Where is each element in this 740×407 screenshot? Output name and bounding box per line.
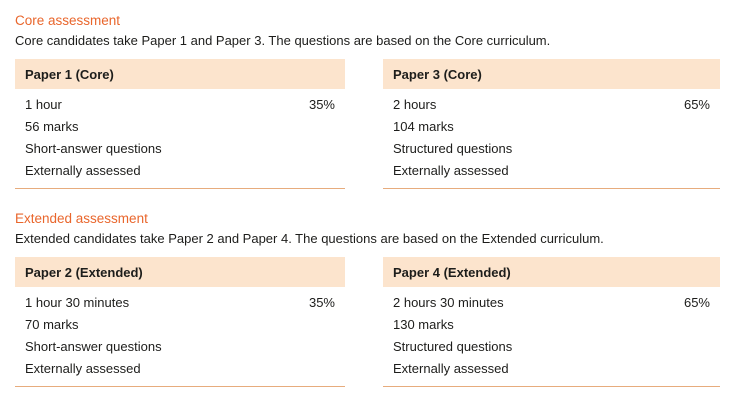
weighting-value: 35% [308, 295, 335, 310]
table-row [25, 160, 335, 182]
table-row [393, 116, 710, 138]
extended-tables-row [15, 257, 720, 387]
core-assessment-description: Core candidates take Paper 1 and Paper 3. The questions are based on the Core curriculum. [15, 33, 551, 48]
table-row [393, 358, 710, 380]
weighting-value: 35% [308, 97, 335, 112]
extended-assessment-heading: Extended assessment [15, 211, 148, 226]
paper-3-core-title: Paper 3 (Core) [383, 59, 720, 89]
paper-4-extended-body [383, 287, 720, 387]
table-row [25, 358, 335, 380]
extended-assessment-description: Extended candidates take Paper 2 and Paper 4. The questions are based on the Extended curriculum. [15, 231, 604, 246]
core-assessment-heading: Core assessment [15, 13, 121, 28]
table-row [393, 314, 710, 336]
duration-value: 1 hour [25, 97, 62, 112]
marks-value: 104 marks [393, 119, 454, 134]
duration-value: 2 hours [393, 97, 437, 112]
assessment-type-value: Externally assessed [25, 361, 141, 376]
question-type-value: Structured questions [393, 141, 513, 156]
question-type-value: Structured questions [393, 339, 513, 354]
marks-value: 70 marks [25, 317, 79, 332]
marks-value: 56 marks [25, 119, 79, 134]
core-tables-row [15, 59, 720, 189]
table-row [25, 138, 335, 160]
weighting-value: 65% [683, 97, 710, 112]
section-core-assessment [15, 13, 720, 189]
paper-4-extended-table [383, 257, 720, 387]
duration-value: 2 hours 30 minutes [393, 295, 504, 310]
weighting-value: 65% [683, 295, 710, 310]
assessment-type-value: Externally assessed [25, 163, 141, 178]
paper-2-extended-table [15, 257, 345, 387]
paper-3-core-table [383, 59, 720, 189]
question-type-value: Short-answer questions [25, 141, 162, 156]
paper-1-core-table [15, 59, 345, 189]
table-row [393, 138, 710, 160]
duration-value: 1 hour 30 minutes [25, 295, 130, 310]
table-row [393, 94, 710, 116]
paper-2-extended-body [15, 287, 345, 387]
assessment-type-value: Externally assessed [393, 163, 509, 178]
question-type-value: Short-answer questions [25, 339, 162, 354]
assessment-type-value: Externally assessed [393, 361, 509, 376]
table-row [25, 314, 335, 336]
paper-1-core-title: Paper 1 (Core) [15, 59, 345, 89]
section-extended-assessment [15, 211, 720, 387]
paper-4-extended-title: Paper 4 (Extended) [383, 257, 720, 287]
paper-2-extended-title: Paper 2 (Extended) [15, 257, 345, 287]
marks-value: 130 marks [393, 317, 454, 332]
table-row [393, 292, 710, 314]
table-row [25, 292, 335, 314]
table-row [25, 116, 335, 138]
paper-3-core-body [383, 89, 720, 189]
table-row [25, 336, 335, 358]
table-row [393, 336, 710, 358]
table-row [393, 160, 710, 182]
paper-1-core-body [15, 89, 345, 189]
table-row [25, 94, 335, 116]
